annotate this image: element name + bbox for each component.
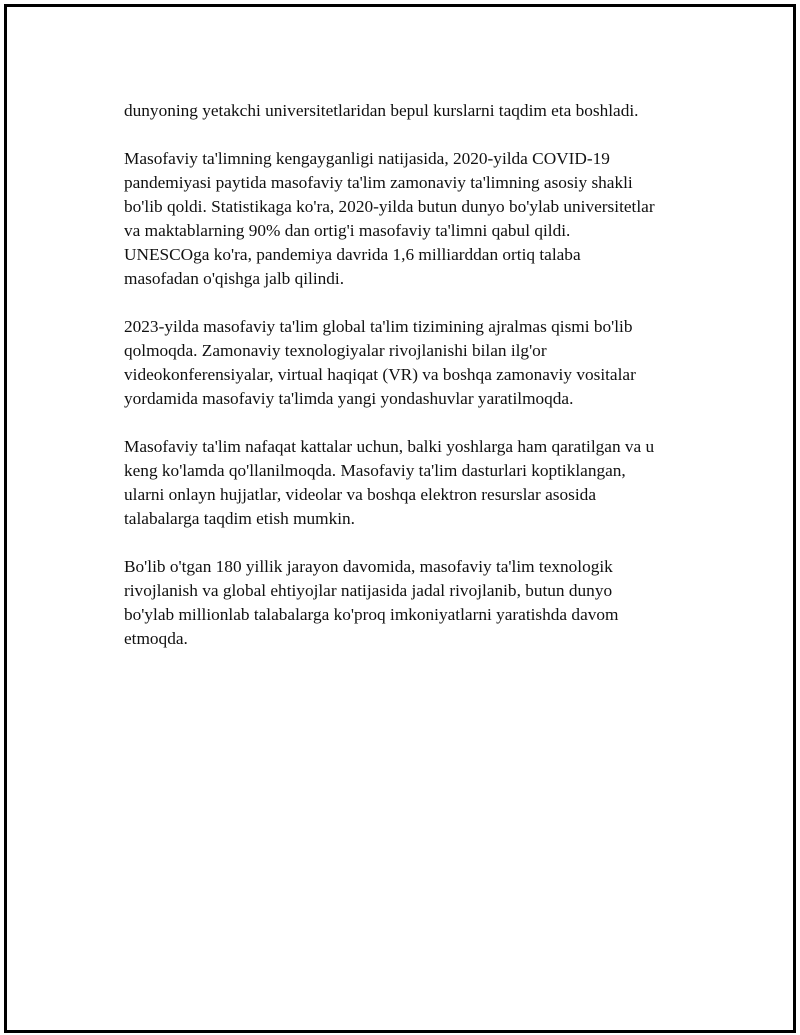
text-line: bo'ylab millionlab talabalarga ko'proq imkoniyatlarni yaratishda davom xyxy=(124,605,619,624)
document-body xyxy=(124,99,699,675)
text-line: qolmoqda. Zamonaviy texnologiyalar rivojlanishi bilan ilg'or xyxy=(124,341,547,360)
text-line: 2023-yilda masofaviy ta'lim global ta'lim tizimining ajralmas qismi bo'lib xyxy=(124,317,633,336)
text-line: Masofaviy ta'lim nafaqat kattalar uchun, balki yoshlarga ham qaratilgan va u xyxy=(124,437,655,456)
text-line: masofadan o'qishga jalb qilindi. xyxy=(124,269,345,288)
paragraph-1 xyxy=(124,99,699,123)
text-line: ularni onlayn hujjatlar, videolar va boshqa elektron resurslar asosida xyxy=(124,485,596,504)
text-line: Masofaviy ta'limning kengayganligi natijasida, 2020-yilda COVID-19 xyxy=(124,149,610,168)
text-line: dunyoning yetakchi universitetlaridan bepul kurslarni taqdim eta boshladi. xyxy=(124,101,639,120)
text-line: bo'lib qoldi. Statistikaga ko'ra, 2020-yilda butun dunyo bo'ylab universitetlar xyxy=(124,197,655,216)
paragraph-3 xyxy=(124,315,699,411)
text-line: yordamida masofaviy ta'limda yangi yondashuvlar yaratilmoqda. xyxy=(124,389,574,408)
paragraph-2 xyxy=(124,147,699,291)
text-line: keng ko'lamda qo'llanilmoqda. Masofaviy ta'lim dasturlari koptiklangan, xyxy=(124,461,626,480)
paragraph-4 xyxy=(124,435,699,531)
text-line: pandemiyasi paytida masofaviy ta'lim zamonaviy ta'limning asosiy shakli xyxy=(124,173,633,192)
text-line: videokonferensiyalar, virtual haqiqat (VR) va boshqa zamonaviy vositalar xyxy=(124,365,636,384)
text-line: Bo'lib o'tgan 180 yillik jarayon davomida, masofaviy ta'lim texnologik xyxy=(124,557,613,576)
text-line: va maktablarning 90% dan ortig'i masofaviy ta'limni qabul qildi. xyxy=(124,221,571,240)
text-line: etmoqda. xyxy=(124,629,188,648)
text-line: rivojlanish va global ehtiyojlar natijasida jadal rivojlanib, butun dunyo xyxy=(124,581,613,600)
page-frame xyxy=(4,4,796,1033)
text-line: talabalarga taqdim etish mumkin. xyxy=(124,509,356,528)
text-line: UNESCOga ko'ra, pandemiya davrida 1,6 milliarddan ortiq talaba xyxy=(124,245,581,264)
paragraph-5 xyxy=(124,555,699,651)
